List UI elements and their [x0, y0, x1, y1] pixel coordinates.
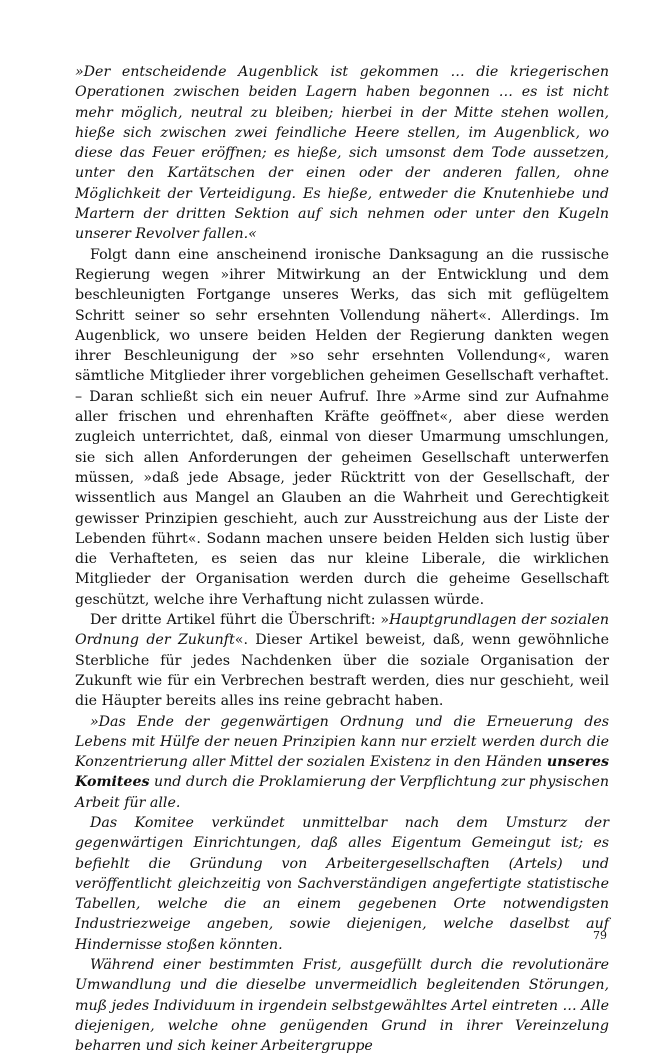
page-body — [75, 62, 609, 1057]
article-title: Hauptgrundlagen der sozialen Ordnung der Zukunft — [75, 612, 609, 649]
quote-paragraph-2 — [75, 712, 609, 813]
paragraph-text: und durch die Proklamierung der Verpflichtung zur physischen Arbeit für alle. — [75, 774, 609, 811]
paragraph-text: «. Dieser Artikel beweist, daß, wenn gewöhnliche Sterbliche für jedes Nachdenken über die soziale Organisation der Zukunft wie für ein Verbrechen bestraft werden, dies nur geschieht, weil die Häupter bereits alles ins reine gebracht haben. — [75, 632, 609, 710]
body-paragraph-2 — [75, 610, 609, 711]
quote-paragraph-4: Während einer bestimmten Frist, ausgefüllt durch die revolutionäre Umwandlung und die dieselbe unvermeidlich begleitenden Störungen, muß jedes Individuum in irgendein selbstgewähltes Artel eintreten … Alle diejenigen, welche ohne genügenden Grund in ihrer Vereinzelung beharren und sich keiner Arbeitergruppe — [75, 957, 609, 1055]
page-number: 79 — [593, 929, 607, 942]
body-paragraph-1: Folgt dann eine anscheinend ironische Danksagung an die russische Regierung wegen »ihrer Mitwirkung an der Entwicklung und dem beschleunigten Fortgange unseres Werks, das sich mit geflügeltem Schritt seiner so sehr ersehnten Vollendung nähert«. Allerdings. Im Augenblick, wo unsere beiden Helden der Regierung dankten wegen ihrer Beschleunigung der »so sehr ersehnten Vollendung«, waren sämtliche Mitglieder ihrer vorgeblichen geheimen Gesellschaft verhaftet. – Daran schließt sich ein neuer Aufruf. Ihre »Arme sind zur Aufnahme aller frischen und ehrenhaften Kräfte geöffnet«, aber diese werden zugleich unterrichtet, daß, einmal von dieser Umarmung umschlungen, sie sich allen Anforderungen der geheimen Gesellschaft unterwerfen müssen, »daß jede Absage, jeder Rücktritt von der Gesellschaft, der wissentlich aus Mangel an Glauben an die Wahrheit und Gerechtigkeit gewisser Prinzipien geschieht, auch zur Ausstreichung aus der Liste der Lebenden führt«. Sodann machen unsere beiden Helden sich lustig über die Verhafteten, es seien das nur kleine Liberale, die wirklichen Mitglieder der Organisation werden durch die geheime Gesellschaft geschützt, welche ihre Verhaftung nicht zulassen würde. — [75, 246, 609, 608]
emphasis-committee: unseres Komitees — [75, 754, 609, 791]
quote-paragraph-1: »Der entscheidende Augenblick ist gekommen … die kriegerischen Operationen zwischen beiden Lagern haben begonnen … es ist nicht mehr möglich, neutral zu bleiben; hierbei in der Mitte stehen wollen, hieße sich zwischen zwei feindliche Heere stellen, im Augenblick, wo diese das Feuer eröffnen; es hieße, sich umsonst dem Tode aussetzen, unter den Kartätschen der einen oder der anderen fallen, ohne Möglichkeit der Verteidigung. Es hieße, entweder die Knutenhiebe und Martern der dritten Sektion auf sich nehmen oder unter den Kugeln unserer Revolver fallen.« — [75, 64, 609, 243]
quote-paragraph-3: Das Komitee verkündet unmittelbar nach dem Umsturz der gegenwärtigen Einrichtungen, daß alles Eigentum Gemeingut ist; es befiehlt die Gründung von Arbeitergesellschaften (Artels) und veröffentlicht gleichzeitig von Sachverständigen angefertigte statistische Tabellen, welche die an einem gegebenen Orte notwendigsten Industriezweige angeben, sowie diejenigen, welche daselbst auf Hindernisse stoßen könnten. — [75, 814, 609, 953]
paragraph-text: Der dritte Artikel führt die Überschrift: » — [90, 612, 390, 629]
paragraph-text: »Das Ende der gegenwärtigen Ordnung und die Erneuerung des Lebens mit Hülfe der neuen Prinzipien kann nur erzielt werden durch die Konzentrierung aller Mittel der sozialen Existenz in den Händen — [75, 713, 609, 771]
